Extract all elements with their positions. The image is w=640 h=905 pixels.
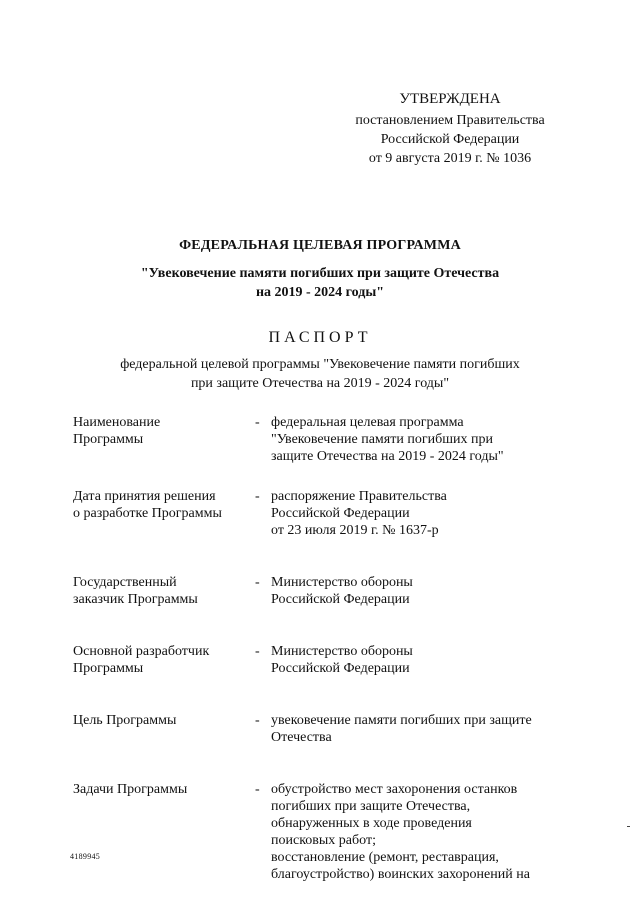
row-value-line: восстановление (ремонт, реставрация, xyxy=(271,850,499,865)
row-value-line: Российской Федерации xyxy=(271,506,410,521)
row-label xyxy=(73,574,255,608)
row-value xyxy=(271,414,573,465)
row-value-line: Министерство обороны xyxy=(271,644,413,659)
row-label-line: о разработке Программы xyxy=(73,506,222,521)
passport-row xyxy=(73,781,573,883)
row-value-line: Российской Федерации xyxy=(271,592,410,607)
row-label xyxy=(73,414,255,465)
row-value-line: защите Отечества на 2019 - 2024 годы" xyxy=(271,449,504,464)
row-label-line: Основной разработчик xyxy=(73,644,210,659)
approval-line: Российской Федерации xyxy=(380,132,520,147)
row-label xyxy=(73,781,255,883)
document-number: 4189945 xyxy=(70,852,101,861)
row-dash: - xyxy=(255,713,260,728)
row-label xyxy=(73,643,255,677)
program-subtitle-line: "Увековечение памяти погибших при защите Отечества xyxy=(140,266,500,281)
row-dash: - xyxy=(255,575,260,590)
program-subtitle-line: на 2019 - 2024 годы" xyxy=(255,285,385,300)
row-label-line: Программы xyxy=(73,432,144,447)
row-label xyxy=(73,712,255,746)
row-dash: - xyxy=(255,415,260,430)
row-value xyxy=(271,643,573,677)
row-label-line: Наименование xyxy=(73,415,161,430)
passport-table xyxy=(73,414,573,883)
passport-row xyxy=(73,414,573,465)
approval-line: от 9 августа 2019 г. № 1036 xyxy=(368,151,532,166)
row-label-line: Задачи Программы xyxy=(73,782,188,797)
row-value-line: от 23 июля 2019 г. № 1637-р xyxy=(271,523,439,538)
program-title: ФЕДЕРАЛЬНАЯ ЦЕЛЕВАЯ ПРОГРАММА xyxy=(179,238,461,253)
row-value xyxy=(271,488,573,539)
passport-row xyxy=(73,488,573,539)
edge-mark xyxy=(627,826,630,827)
approval-block xyxy=(330,90,570,168)
row-value xyxy=(271,574,573,608)
row-value xyxy=(271,781,573,883)
row-label-line: Программы xyxy=(73,661,144,676)
passport-row xyxy=(73,643,573,677)
row-value-line: федеральная целевая программа xyxy=(271,415,464,430)
row-value-line: Министерство обороны xyxy=(271,575,413,590)
passport-subtitle-line: федеральной целевой программы "Увековечение памяти погибших xyxy=(120,357,520,372)
row-value-line: увековечение памяти погибших при защите xyxy=(271,713,532,728)
row-value-line: благоустройство) воинских захоронений на xyxy=(271,867,530,882)
program-subtitle xyxy=(60,264,580,302)
passport-subtitle-line: при защите Отечества на 2019 - 2024 годы" xyxy=(190,376,450,391)
row-value-line: обнаруженных в ходе проведения xyxy=(271,816,472,831)
row-value-line: поисковых работ; xyxy=(271,833,376,848)
row-label-line: заказчик Программы xyxy=(73,592,198,607)
row-label-line: Дата принятия решения xyxy=(73,489,216,504)
passport-row xyxy=(73,574,573,608)
approval-heading: УТВЕРЖДЕНА xyxy=(399,91,501,107)
row-label xyxy=(73,488,255,539)
row-dash: - xyxy=(255,489,260,504)
row-value xyxy=(271,712,573,746)
row-value-line: Российской Федерации xyxy=(271,661,410,676)
row-value-line: Отечества xyxy=(271,730,332,745)
row-label-line: Цель Программы xyxy=(73,713,177,728)
row-label-line: Государственный xyxy=(73,575,177,590)
passport-subtitle xyxy=(60,355,580,393)
approval-line: постановлением Правительства xyxy=(355,113,545,128)
row-value-line: погибших при защите Отечества, xyxy=(271,799,471,814)
row-dash: - xyxy=(255,782,260,797)
row-value-line: "Увековечение памяти погибших при xyxy=(271,432,493,447)
row-dash: - xyxy=(255,644,260,659)
row-value-line: распоряжение Правительства xyxy=(271,489,447,504)
row-value-line: обустройство мест захоронения останков xyxy=(271,782,518,797)
passport-title: ПАСПОРТ xyxy=(268,329,372,346)
passport-row xyxy=(73,712,573,746)
